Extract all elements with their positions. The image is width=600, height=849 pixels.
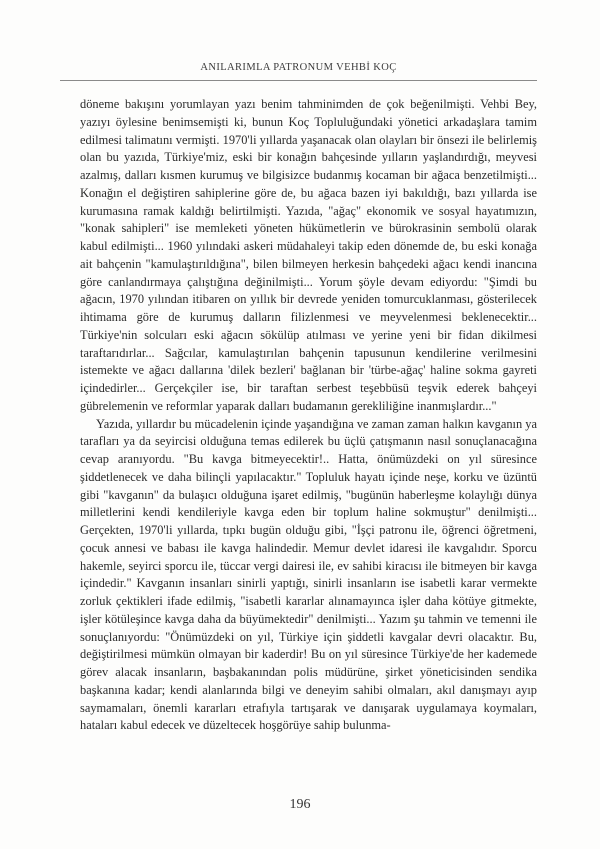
paragraph: döneme bakışını yorumlayan yazı benim tahminimden de çok beğenilmişti. Vehbi Bey, yazıyı öylesine benimsemişti ki, bunun Koç Topluluğundaki yönetici arkadaşlara tamim edilmesi talimatını vermişti. 1970'li yıllarda yaşanacak olan olayları bir önsezi ile belirlemiş olan bu yazıda, Türkiye'miz, eski bir konağın bahçesinde yılların yaşlandırdığı, meyvesi azalmış, dalları kısmen kurumuş ve bilgisizce budanmış kocaman bir ağaca benzetilmişti... Konağın el değiştiren sahiplerine göre de, bu ağaca bazen iyi bakıldığı, bazı yıllarda ise kurumasına ramak kaldığı belirtilmişti. Yazıda, "ağaç" ekonomik ve sosyal hayatımızın, "konak sahipleri" ise memleketi yöneten hükümetlerin ve bürokrasinin sembolü olarak kabul edilmişti... 1960 yılındaki askeri müdahaleyi takip eden dönemde de, bu eski konağa ait bahçenin "kamulaştırıldığına", bilen bilmeyen herkesin bahçedeki ağacı kendi inancına göre canlandırmaya çalıştığına değinilmişti... Yorum şöyle devam ediyordu: "Şimdi bu ağacın, 1970 yılından itibaren on yıllık bir devrede yeniden tomurcuklanması, gösterilecek ihtimama göre de kurumuş dalların filizlenmesi ve meyvelenmesi beklenecektir... Türkiye'nin solcuları eski ağacın sökülüp atılması ve yerine yeni bir fidan dikilmesi taraftarıdırlar... Sağcılar, kamulaştırılan bahçenin tapusunun kendilerine verilmesini istemekte ve ağacı dallarına 'dilek bezleri' bağlanan bir 'türbe-ağaç' haline sokma gayreti içindedirler... Gerçekçiler ise, bir taraftan serbest teşebbüsü teşvik ederek bahçeyi gübrelemenin ve reformlar yaparak dalları budamanın gerekliliğine inanmışlardır..." — [80, 97, 537, 413]
paragraph: Yazıda, yıllardır bu mücadelenin içinde yaşandığına ve zaman zaman halkın kavganın ya tarafları ya da seyircisi olduğuna temas edilerek bu üçlü çatışmanın nasıl sonuçlanacağına cevap aranıyordu. "Bu kavga bitmeyecektir!.. Hatta, önümüzdeki on yıl süresince şiddetlenecek ve daha bilinçli yapılacaktır." Topluluk hayatı içinde neşe, korku ve üzüntü gibi "kavganın" da bulaşıcı olduğuna işaret edilmiş, "bugünün haberleşme kolaylığı dünya milletlerini kendi kendileriyle kavga eden bir toplum haline sokmuştur" denilmişti... Gerçekten, 1970'li yıllarda, tıpkı bugün olduğu gibi, "İşçi patronu ile, öğrenci öğretmeni, çocuk annesi ve babası ile kavga halindedir. Memur devlet idaresi ile kavgalıdır. Sporcu hakemle, seyirci sporcu ile, tüccar vergi dairesi ile, ev sahibi kiracısı ile bitmeyen bir kavga içindedir." Kavganın insanları sinirli yaptığı, sinirli insanların ise isabetli karar vermekte zorluk çektikleri ifade edilmiş, "isabetli kararlar alınamayınca işler daha kötüye gitmekte, işler kötüleşince kavga daha da büyümektedir" denilmişti... Yazım şu tahmin ve temenni ile sonuçlanıyordu: "Önümüzdeki on yıl, Türkiye için şiddetli kavgalar devri olacaktır. Bu, değiştirilmesi mümkün olmayan bir kaderdir! Bu on yıl süresince Türkiye'de her kademede görev alacak insanların, başbakanından polis müdürüne, şirket yöneticisinden sendika başkanına kadar; kendi alanlarında bilgi ve deneyim sahibi olmaları, akıl danışmayı ayıp saymamaları, önemli kararları etrafıyla tartışarak ve danışarak uygulamaya koymaları, hataları kabul edecek ve düzeltecek hoşgörüye sahip bulunma- — [80, 416, 537, 733]
page-number: 196 — [289, 797, 311, 812]
header-rule — [60, 80, 537, 81]
body-text — [80, 96, 537, 735]
running-header: ANILARIMLA PATRONUM VEHBİ KOÇ — [200, 62, 397, 73]
